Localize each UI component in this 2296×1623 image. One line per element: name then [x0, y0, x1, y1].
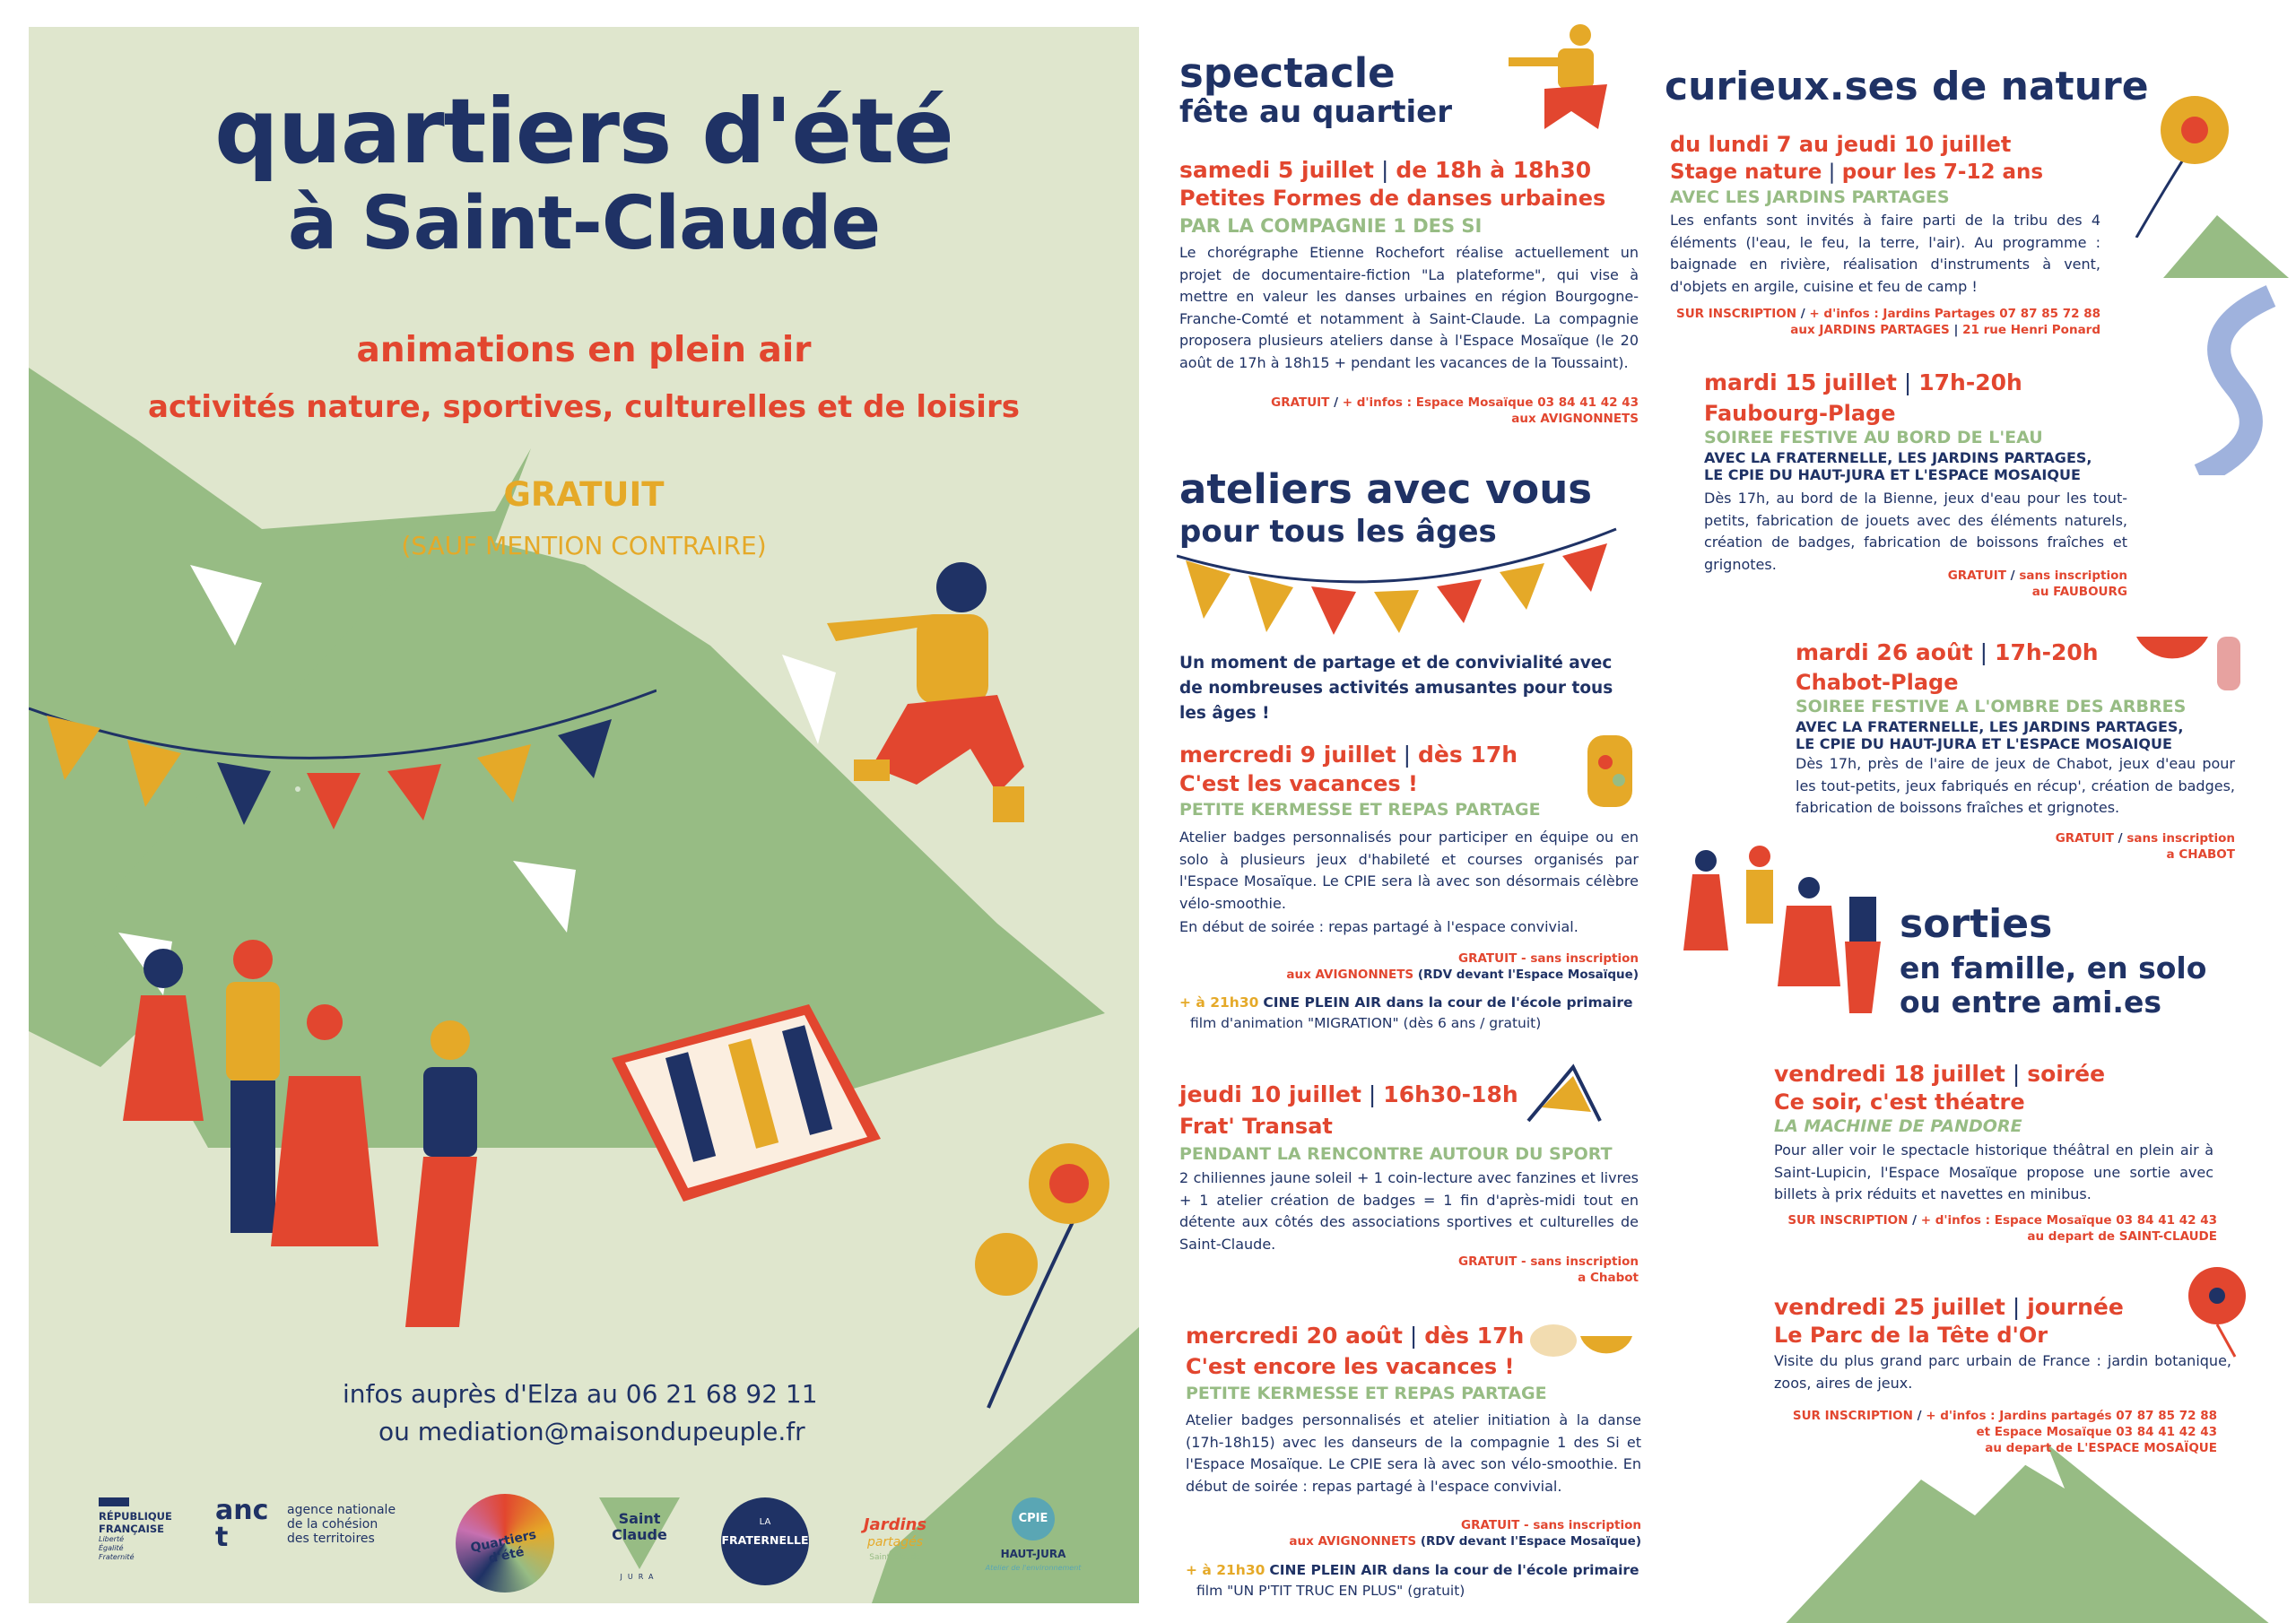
- dancer-illustration: [818, 551, 1051, 847]
- event-info: GRATUIT - sans inscription aux AVIGNONNETS (RDV devant l'Espace Mosaïque): [1286, 951, 1639, 982]
- people-illustration: [91, 924, 495, 1372]
- event-subtitle: PETITE KERMESSE ET REPAS PARTAGE: [1186, 1384, 1547, 1403]
- logo-jardins-partages: Jardins partagés Saint-Claude: [863, 1515, 927, 1562]
- poppy-icon: [2181, 1260, 2262, 1358]
- event-title: Faubourg-Plage: [1704, 401, 1896, 426]
- event-subtitle: AVEC LES JARDINS PARTAGES: [1670, 187, 1950, 207]
- event-info: GRATUIT - sans inscription aux AVIGNONNETS (RDV devant l'Espace Mosaïque): [1289, 1518, 1641, 1549]
- event-subtitle: SOIREE FESTIVE A L'OMBRE DES ARBRES: [1796, 697, 2187, 716]
- poster-subtitle-line1: animations en plein air: [356, 330, 812, 370]
- event-description: Le chorégraphe Etienne Rochefort réalise actuellement un projet de documentaire-fiction "La plateforme", qui vise à mettre en valeur les danses urbaines en région Bourgogne-Franche-Comté et notamment à Saint-Claude. La compagnie proposera plusieurs ateliers danse à l'Espace Mosaïque (le 20 août de 17h à 18h15 + pendant les vacances de la Toussaint).: [1179, 244, 1639, 371]
- event-description: Dès 17h, près de l'aire de jeux de Chabot, jeux d'eau pour les tout-petits, jeux fabriqués en récup', création de badges, fabrication de boissons fraîches et grignotes.: [1796, 755, 2235, 816]
- cine-plein-air: + à 21h30 CINE PLEIN AIR dans la cour de l'école primaire film "UN P'TIT TRUC EN PLUS" (gratuit): [1186, 1562, 1639, 1599]
- event-info: GRATUIT / sans inscription a CHABOT: [2055, 831, 2235, 862]
- event-subtitle: LA MACHINE DE PANDORE: [1774, 1116, 2022, 1136]
- event-description: Dès 17h, au bord de la Bienne, jeux d'eau pour les tout-petits, fabrication de jouets avec des éléments naturels, création de badges, fabrication de boissons fraîches et grignotes.: [1704, 490, 2127, 573]
- smoothie-icon: [1578, 717, 1650, 816]
- ateliers-subtitle: pour tous les âges: [1179, 514, 1497, 550]
- event-date: mercredi 20 août | dès 17h: [1186, 1323, 1525, 1349]
- sorties-subtitle-2: ou entre ami.es: [1900, 985, 2161, 1020]
- event-title: C'est les vacances !: [1179, 771, 1418, 796]
- event-subtitle: PAR LA COMPAGNIE 1 DES SI: [1179, 215, 1483, 237]
- program-page: [1150, 0, 2296, 1623]
- event-description: Pour aller voir le spectacle historique théâtral en plein air à Saint-Lupicin, l'Espace Mosaïque propose une sortie avec billets à prix réduits et navettes en minibus.: [1774, 1141, 2213, 1202]
- logo-cpie: CPIE HAUT-JURA Atelier de l'environnement: [979, 1497, 1087, 1596]
- board-game-illustration: [612, 1004, 881, 1202]
- event-subtitle: SOIREE FESTIVE AU BORD DE L'EAU: [1704, 428, 2043, 447]
- event-info: GRATUIT - sans inscription a Chabot: [1458, 1254, 1639, 1285]
- event-title: Stage nature | pour les 7-12 ans: [1670, 161, 2044, 184]
- logo-quartiers-ete: Quartiers d'été: [456, 1494, 554, 1593]
- logo-republique-francaise: RÉPUBLIQUE FRANÇAISE Liberté Égalité Fraternité: [99, 1497, 206, 1562]
- event-title: Frat' Transat: [1179, 1114, 1333, 1139]
- event-partners: AVEC LA FRATERNELLE, LES JARDINS PARTAGES, LE CPIE DU HAUT-JURA ET L'ESPACE MOSAIQUE: [1796, 718, 2184, 752]
- event-date: jeudi 10 juillet | 16h30-18h: [1179, 1081, 1518, 1107]
- flower-illustration: [961, 1121, 1132, 1426]
- event-date: mardi 26 août | 17h-20h: [1796, 639, 2099, 665]
- event-title: Petites Formes de danses urbaines: [1179, 186, 1606, 211]
- poster-front: [29, 27, 1139, 1603]
- ateliers-intro: Un moment de partage et de convivialité avec de nombreuses activités amusantes pour tous les âges !: [1179, 654, 1613, 723]
- event-info: GRATUIT / sans inscription au FAUBOURG: [1947, 568, 2127, 599]
- poster-title-line2: à Saint-Claude: [287, 181, 881, 266]
- sorties-title: sorties: [1900, 901, 2053, 947]
- logo-saint-claude: Saint Claude JURA: [590, 1497, 689, 1587]
- event-date: du lundi 7 au jeudi 10 juillet: [1670, 132, 2012, 157]
- event-title: Chabot-Plage: [1796, 670, 1959, 695]
- event-title: Ce soir, c'est théatre: [1774, 1089, 2025, 1115]
- event-description: Visite du plus grand parc urbain de France : jardin botanique, zoos, aires de jeux.: [1774, 1352, 2231, 1392]
- mountain-bottom-illustration: [1778, 1444, 2280, 1623]
- poster-title-line1: quartiers d'été: [214, 79, 953, 184]
- event-info: GRATUIT / + d'infos : Espace Mosaïque 03 84 41 42 43 aux AVIGNONNETS: [1271, 395, 1639, 426]
- event-date: vendredi 25 juillet | journée: [1774, 1294, 2124, 1320]
- watermelon-drink-icon: [2127, 619, 2244, 699]
- event-info: SUR INSCRIPTION / + d'infos : Jardins partagés 07 87 85 72 88 et Espace Mosaïque 03 84 41 42 43 au depart de L'ESPACE MOSAÏQUE: [1792, 1409, 2217, 1455]
- event-title: C'est encore les vacances !: [1186, 1354, 1515, 1379]
- poster-subtitle-line2: activités nature, sportives, culturelles et de loisirs: [148, 389, 1020, 425]
- river-hill-illustration: [2163, 206, 2289, 475]
- event-info: SUR INSCRIPTION / + d'infos : Espace Mosaïque 03 84 41 42 43 au depart de SAINT-CLAUDE: [1787, 1213, 2217, 1244]
- event-info: SUR INSCRIPTION / + d'infos : Jardins Partages 07 87 85 72 88 aux JARDINS PARTAGES | 21 rue Henri Ponard: [1675, 307, 2100, 337]
- poster-price-note: (SAUF MENTION CONTRAIRE): [401, 531, 767, 560]
- jumping-figure-icon: [1509, 22, 1616, 138]
- event-description: Atelier badges personnalisés pour participer en équipe ou en solo à plusieurs jeux d'habileté et courses organisés par l'Espace Mosaïque. Le CPIE sera là avec son désormais célèbre vélo-smoothie.: [1179, 829, 1639, 912]
- food-bowls-icon: [1526, 1309, 1634, 1372]
- deckchair-icon: [1519, 1058, 1609, 1130]
- event-description: 2 chiliennes jaune soleil + 1 coin-lecture avec fanzines et livres + 1 atelier création de badges = 1 fin d'après-midi tout en détente aux côtés des associations sportives et culturelles de Saint-Claude.: [1179, 1169, 1639, 1253]
- event-date: mercredi 9 juillet | dès 17h: [1179, 742, 1518, 768]
- event-date: vendredi 18 juillet | soirée: [1774, 1061, 2106, 1087]
- event-date: mardi 15 juillet | 17h-20h: [1704, 369, 2022, 395]
- event-subtitle: PETITE KERMESSE ET REPAS PARTAGE: [1179, 800, 1541, 820]
- poster-contact-line2: ou mediation@maisondupeuple.fr: [378, 1417, 805, 1446]
- poster-contact-line1: infos auprès d'Elza au 06 21 68 92 11: [343, 1379, 818, 1409]
- event-partners: AVEC LA FRATERNELLE, LES JARDINS PARTAGES, LE CPIE DU HAUT-JURA ET L'ESPACE MOSAIQUE: [1704, 449, 2092, 483]
- event-title: Le Parc de la Tête d'Or: [1774, 1323, 2048, 1348]
- ateliers-title: ateliers avec vous: [1179, 465, 1593, 513]
- marianne-icon: [99, 1497, 129, 1506]
- poster-price: GRATUIT: [503, 475, 665, 514]
- event-description: Atelier badges personnalisés et atelier initiation à la danse (17h-18h15) avec les danseurs de la compagnie 1 des Si et l'Espace Mosaïque. Le CPIE sera là avec son vélo-smoothie. En début de soirée : repas partagé à l'espace convivial.: [1186, 1411, 1641, 1495]
- event-subtitle: PENDANT LA RENCONTRE AUTOUR DU SPORT: [1179, 1144, 1613, 1164]
- sorties-subtitle-1: en famille, en solo: [1900, 950, 2207, 985]
- logo-fraternelle: LA FRATERNELLE: [721, 1497, 809, 1585]
- event-description: Les enfants sont invités à faire parti de la tribu des 4 éléments (l'eau, le feu, la terre, l'air). Au programme : baignade en rivière, réalisation d'instruments à vent, d'objets en argile, cuisine et feu de camp !: [1670, 212, 2100, 295]
- event-date: samedi 5 juillet | de 18h à 18h30: [1179, 157, 1592, 183]
- spectacle-title: spectacle: [1179, 49, 1396, 97]
- logo-anct: anct agence nationale de la cohésion des territoires: [215, 1495, 396, 1553]
- cine-plein-air: + à 21h30 CINE PLEIN AIR dans la cour de l'école primaire film d'animation "MIGRATION" (dès 6 ans / gratuit): [1179, 994, 1633, 1031]
- spectacle-subtitle: fête au quartier: [1179, 94, 1452, 130]
- nature-title: curieux.ses de nature: [1665, 64, 2149, 109]
- event-description-2: En début de soirée : repas partagé à l'espace convivial.: [1179, 918, 1578, 935]
- bunting-illustration: [29, 673, 657, 852]
